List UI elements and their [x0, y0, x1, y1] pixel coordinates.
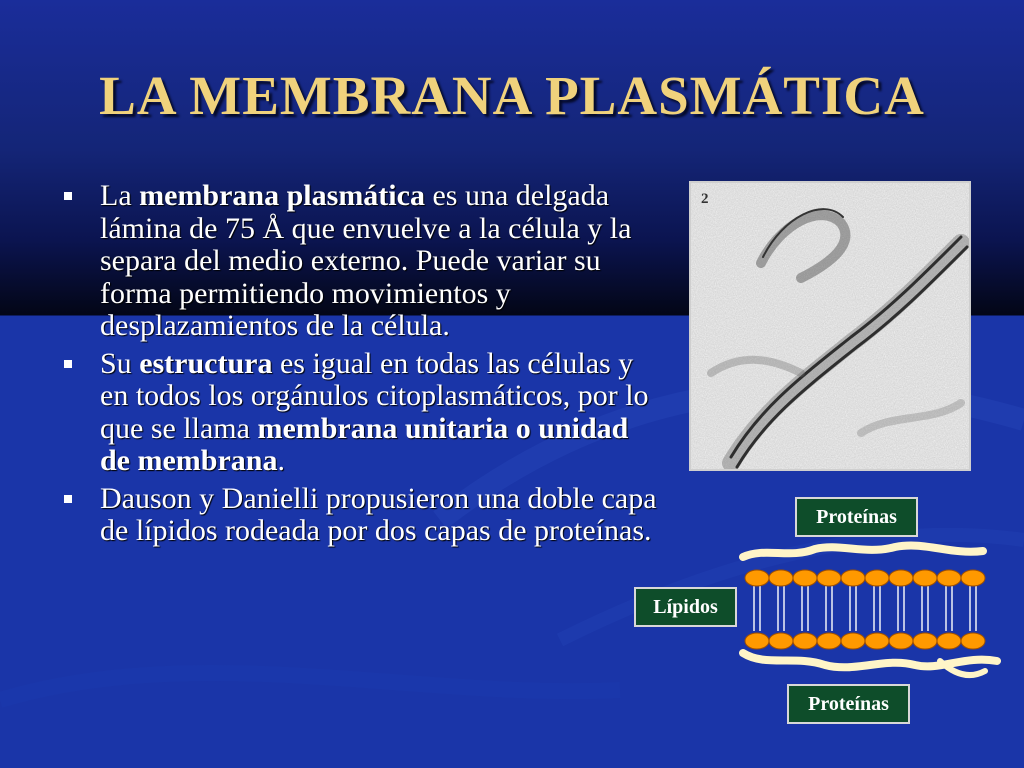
lipid-head-bottom [841, 633, 865, 649]
protein-layer-bottom [743, 653, 997, 667]
label-proteins-bottom: Proteínas [787, 684, 910, 724]
bullet-text: Dauson y Danielli propusieron una doble capa de lípidos rodeada por dos capas de proteínas. [100, 481, 657, 547]
lipid-head-top [889, 570, 913, 586]
lipid-head-top [937, 570, 961, 586]
lipid-head-top [841, 570, 865, 586]
electron-micrograph [689, 181, 971, 471]
bullet-marker [64, 360, 72, 368]
bullet-text-bold: membrana unitaria o unidad de membrana [100, 411, 629, 477]
lipid-head-bottom [937, 633, 961, 649]
bullet-item [58, 180, 658, 343]
bullet-item [58, 483, 658, 548]
bullet-marker [64, 192, 72, 200]
bullet-text: Su [100, 346, 140, 380]
bullet-text: . [277, 444, 285, 477]
lipid-head-top [961, 570, 985, 586]
lipid-head-top [745, 570, 769, 586]
bullet-text: es una delgada lámina de 75 Å que envuelve a la célula y la separa del medio externo. Puede variar su forma permitiendo movimientos y desplazamientos de la célula. [100, 179, 632, 342]
label-lipids: Lípidos [634, 587, 737, 627]
lipid-head-top [865, 570, 889, 586]
bullet-list [58, 180, 658, 553]
lipid-head-bottom [865, 633, 889, 649]
lipid-head-bottom [913, 633, 937, 649]
lipid-head-top [817, 570, 841, 586]
micrograph-number: 2 [701, 191, 709, 207]
slide-title: LA MEMBRANA PLASMÁTICA [99, 65, 925, 126]
lipid-head-bottom [817, 633, 841, 649]
lipid-head-top [913, 570, 937, 586]
label-proteins-top: Proteínas [795, 497, 918, 537]
bullet-marker [64, 495, 72, 503]
lipid-head-bottom [889, 633, 913, 649]
bullet-text: es igual en todas las células y en todos los orgánulos citoplasmáticos, por lo que se llama [100, 346, 649, 445]
bullet-text: La [100, 179, 140, 212]
bullet-text-bold: membrana plasmática [139, 179, 425, 212]
protein-layer-top [743, 545, 983, 557]
lipid-head-top [769, 570, 793, 586]
lipid-bilayer-diagram [735, 535, 1005, 680]
lipid-head-bottom [793, 633, 817, 649]
bullet-item [58, 348, 658, 478]
lipid-head-bottom [961, 633, 985, 649]
micrograph-image [691, 183, 969, 469]
lipid-head-top [793, 570, 817, 586]
lipid-head-bottom [769, 633, 793, 649]
lipid-head-bottom [745, 633, 769, 649]
bullet-text-bold: estructura [139, 346, 273, 380]
